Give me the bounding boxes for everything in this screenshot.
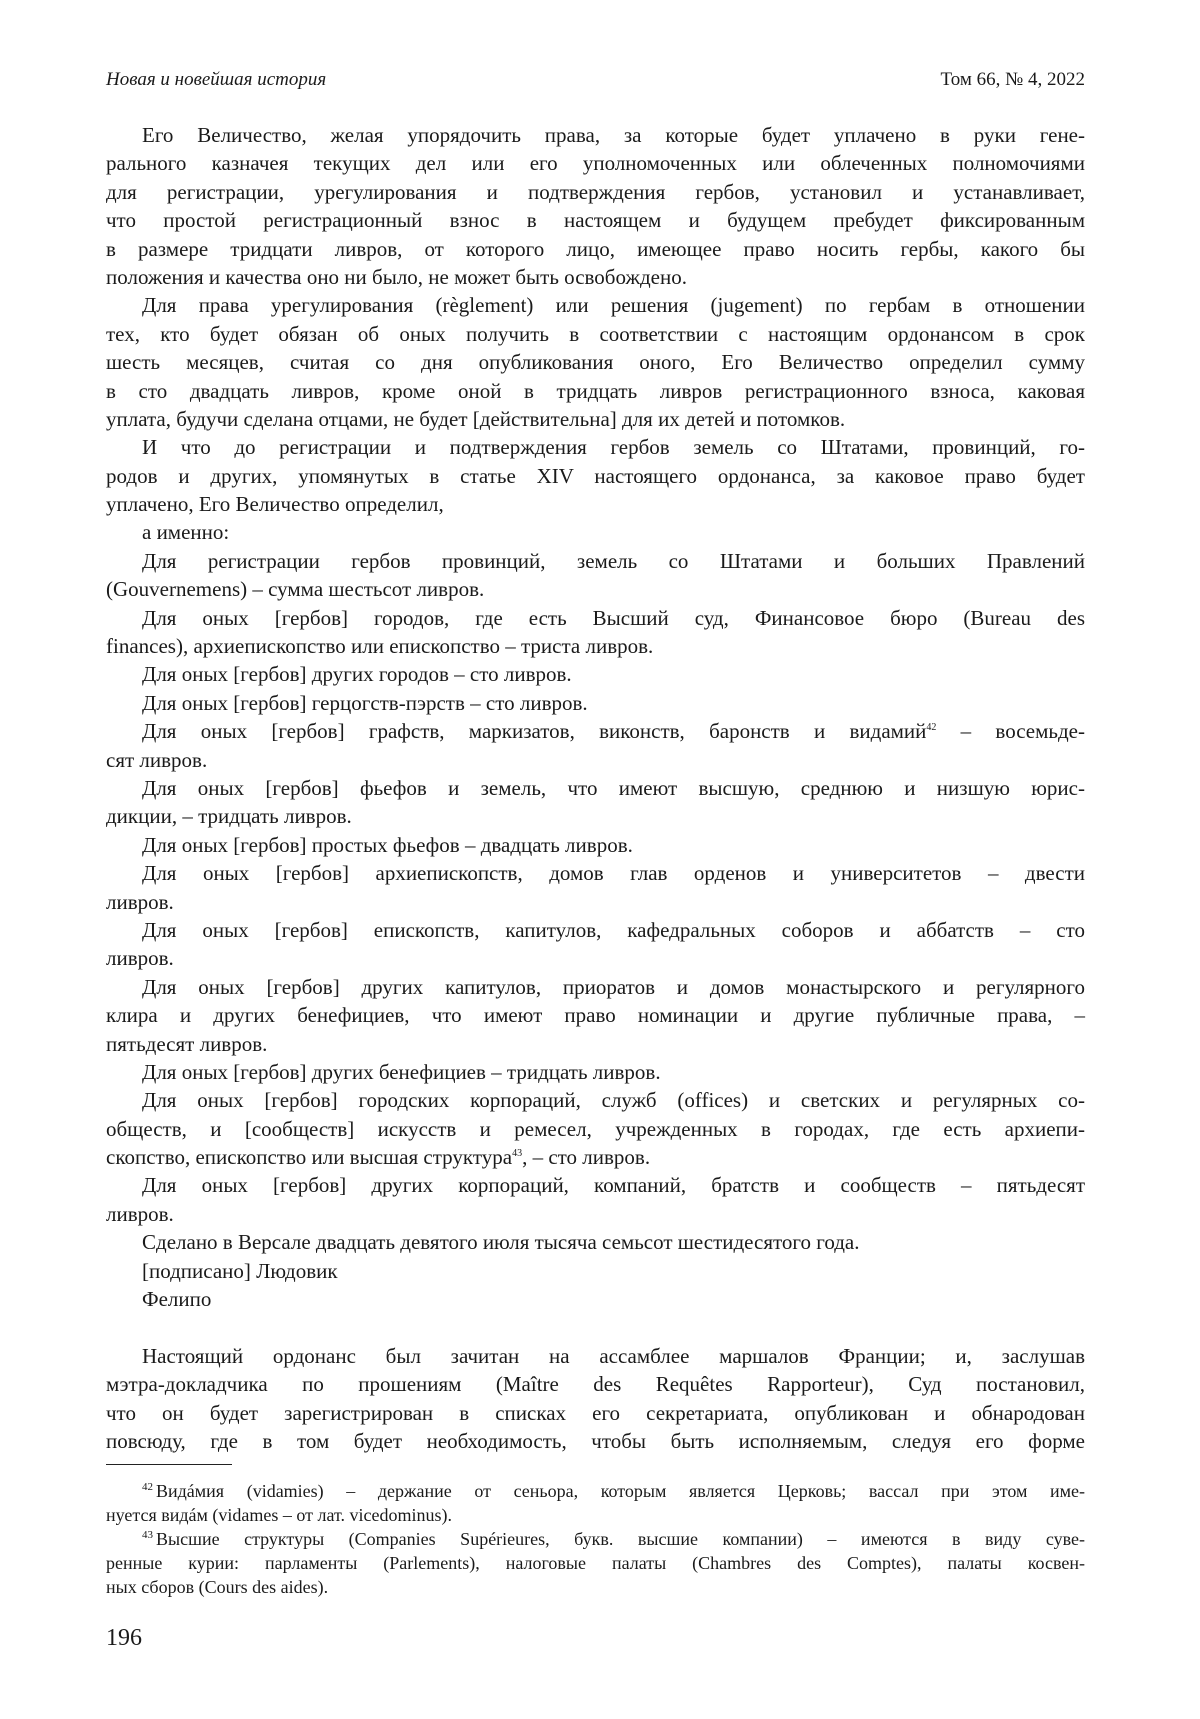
text-line: рального казначея текущих дел или его уполномоченных или облеченных полномочиями	[106, 151, 1085, 176]
text-segment: – восемьде-	[936, 719, 1085, 744]
text-line: Для оных [гербов] других городов – сто ливров.	[142, 662, 572, 687]
paragraph	[106, 831, 1085, 859]
text-line: Для оных [гербов] фьефов и земель, что имеют высшую, среднюю и низшую юрис-	[142, 775, 1085, 800]
text-line: в размере тридцати ливров, от которого лицо, имеющее право носить гербы, какого бы	[106, 236, 1085, 261]
text-line: сят ливров.	[106, 747, 208, 772]
paragraph	[106, 518, 1085, 546]
paragraph	[106, 121, 1085, 291]
paragraph	[106, 1342, 1085, 1456]
text-line: Для оных [гербов] простых фьефов – двадцать ливров.	[142, 832, 633, 857]
ordinance-text	[106, 121, 1085, 1313]
issue-info: Том 66, № 4, 2022	[940, 69, 1085, 90]
footnote-text: Высшие структуры (Companies Supérieures, букв. высшие компании) – имеются в виду суве-	[156, 1529, 1085, 1549]
text-line: Для оных [гербов] других корпораций, компаний, братств и сообществ – пятьдесят	[142, 1173, 1085, 1198]
text-line: для регистрации, урегулирования и подтверждения гербов, установил и устанавливает,	[106, 179, 1085, 204]
text-line: клира и других бенефициев, что имеют право номинации и другие публичные права, –	[106, 1003, 1085, 1028]
text-line: Для оных [гербов] архиепископств, домов глав орденов и университетов – двести	[142, 861, 1085, 886]
footnote-number: 42	[142, 1481, 153, 1493]
text-line: Фелипо	[142, 1287, 212, 1312]
footnote-line	[106, 1527, 1085, 1551]
paragraph	[106, 604, 1085, 661]
text-line: положения и качества оно ни было, не может быть освобождено.	[106, 264, 687, 289]
footnote-line	[106, 1551, 1085, 1575]
footnote-ref: 43	[512, 1148, 523, 1160]
afterword-text	[106, 1342, 1085, 1456]
text-line: а именно:	[142, 520, 230, 545]
text-line: Его Величество, желая упорядочить права, за которые будет уплачено в руки гене-	[142, 123, 1085, 147]
footnote-text: Видáмия (vidamies) – держание от сеньора, которым является Церковь; вассал при этом име-	[156, 1481, 1085, 1501]
footnote-line	[106, 1575, 1085, 1599]
text-line: Для оных [гербов] других капитулов, приоратов и домов монастырского и регулярного	[142, 974, 1085, 999]
text-line	[106, 717, 1085, 745]
paragraph	[106, 1285, 1085, 1313]
text-line: что простой регистрационный взнос в настоящем и будущем пребудет фиксированным	[106, 208, 1085, 233]
text-line: Для оных [гербов] городов, где есть Высший суд, Финансовое бюро (Bureau des	[142, 605, 1085, 630]
paragraph	[106, 1257, 1085, 1285]
running-header	[106, 66, 1085, 94]
footnote-line	[106, 1479, 1085, 1503]
text-line: finances), архиепископство или епископство – триста ливров.	[106, 634, 654, 659]
paragraph	[106, 1228, 1085, 1256]
text-line: ливров.	[106, 1201, 174, 1226]
footnote-text: ренные курии: парламенты (Parlements), налоговые палаты (Chambres des Comptes), палаты косвен-	[106, 1553, 1085, 1573]
paragraph	[106, 660, 1085, 688]
footnote-ref: 42	[926, 722, 937, 734]
text-line: Для права урегулирования (règlement) или решения (jugement) по гербам в отношении	[142, 293, 1085, 318]
text-line: Для регистрации гербов провинций, земель со Штатами и больших Правлений	[142, 548, 1085, 573]
text-line: мэтра-докладчика по прошениям (Maître des Requêtes Rapporteur), Суд постановил,	[106, 1372, 1085, 1397]
paragraph	[106, 689, 1085, 717]
text-line: Для оных [гербов] герцогств-пэрств – сто ливров.	[142, 690, 588, 715]
paragraph	[106, 774, 1085, 831]
text-line: Сделано в Версале двадцать девятого июля тысяча семьсот шестидесятого года.	[142, 1230, 860, 1255]
footnotes	[106, 1479, 1085, 1599]
footnote-text: ных сборов (Cours des aides).	[106, 1577, 329, 1597]
footnote-43	[106, 1527, 1085, 1599]
text-line: в сто двадцать ливров, кроме оной в тридцать ливров регистрационного взноса, каковая	[106, 378, 1085, 403]
text-line: пятьдесят ливров.	[106, 1031, 268, 1056]
paragraph	[106, 1171, 1085, 1228]
text-line: повсюду, где в том будет необходимость, чтобы быть исполняемым, следуя его форме	[106, 1428, 1085, 1453]
text-line: Настоящий ордонанс был зачитан на ассамблее маршалов Франции; и, заслушав	[142, 1343, 1085, 1368]
article-body	[106, 121, 1085, 1455]
paragraph	[106, 916, 1085, 973]
paragraph	[106, 291, 1085, 433]
text-line: родов и других, упомянутых в статье XIV настоящего ордонанса, за каковое право будет	[106, 463, 1085, 488]
text-line: Для оных [гербов] городских корпораций, служб (offices) и светских и регулярных со-	[142, 1088, 1085, 1113]
footnote-42	[106, 1479, 1085, 1527]
text-line: Для оных [гербов] епископств, капитулов, кафедральных соборов и аббатств – сто	[142, 917, 1085, 942]
text-line: Для оных [гербов] других бенефициев – тридцать ливров.	[142, 1059, 661, 1084]
paragraph	[106, 859, 1085, 916]
text-line: что он будет зарегистрирован в списках его секретариата, опубликован и обнародован	[106, 1400, 1085, 1425]
text-line: дикции, – тридцать ливров.	[106, 804, 352, 829]
text-line: ливров.	[106, 946, 174, 971]
page-number: 196	[106, 1625, 142, 1651]
text-segment: Для оных [гербов] графств, маркизатов, виконств, баронств и видамий	[142, 719, 927, 744]
paragraph	[106, 717, 1085, 774]
footnote-line	[106, 1503, 1085, 1527]
text-line: (Gouvernemens) – сумма шестьсот ливров.	[106, 577, 485, 602]
paragraph	[106, 1086, 1085, 1171]
text-line: обществ, и [сообществ] искусств и ремесел, учрежденных в городах, где есть архиепи-	[106, 1116, 1085, 1141]
text-line: уплачено, Его Величество определил,	[106, 492, 444, 517]
text-line: И что до регистрации и подтверждения гербов земель со Штатами, провинций, го-	[142, 435, 1085, 460]
text-segment: , – сто ливров.	[522, 1145, 651, 1170]
paragraph	[106, 547, 1085, 604]
text-line: [подписано] Людовик	[142, 1258, 338, 1283]
footnote-divider	[106, 1464, 232, 1465]
paragraph	[106, 1058, 1085, 1086]
paragraph	[106, 973, 1085, 1058]
text-line: шесть месяцев, считая со дня опубликования оного, Его Величество определил сумму	[106, 350, 1085, 375]
text-line: ливров.	[106, 889, 174, 914]
footnote-number: 43	[142, 1529, 153, 1541]
text-line: уплата, будучи сделана отцами, не будет [действительна] для их детей и потомков.	[106, 406, 846, 431]
text-line: тех, кто будет обязан об оных получить в соответствии с настоящим ордонансом в срок	[106, 321, 1085, 346]
footnote-text: нуется видáм (vidames – от лат. vicedominus).	[106, 1505, 453, 1525]
text-line	[106, 1143, 1085, 1171]
text-segment: скопство, епископство или высшая структура	[106, 1145, 513, 1170]
journal-title: Новая и новейшая история	[106, 69, 327, 90]
paragraph	[106, 433, 1085, 518]
